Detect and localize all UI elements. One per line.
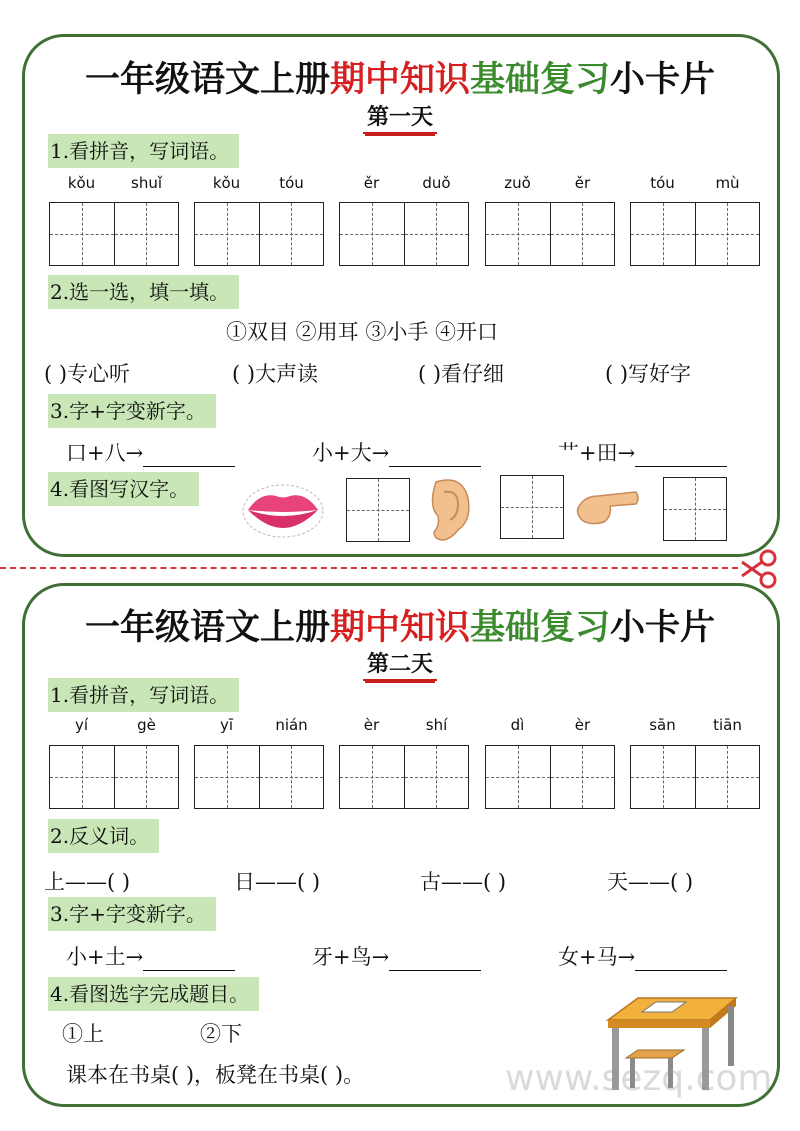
card2-q3-item: 女+马→ — [558, 941, 727, 971]
title-part3: 基础复习 — [470, 60, 611, 100]
writing-grid[interactable] — [485, 202, 615, 266]
pinyin-label: tiān — [713, 716, 742, 734]
card1-q2-item: ( )看仔细 — [418, 362, 505, 386]
pinyin-label: kǒu — [212, 174, 241, 192]
pinyin-label: èr — [574, 716, 591, 734]
writing-cell[interactable] — [195, 203, 260, 265]
pinyin-label: èr — [363, 716, 380, 734]
card2-q2-item: 古——( ) — [420, 870, 507, 894]
ear-picture — [422, 476, 474, 544]
pinyin-label: shuǐ — [131, 174, 162, 192]
day-label: 第一天 — [363, 100, 437, 134]
title-part2: 期中知识 — [329, 60, 470, 100]
card1-q3-item: 口+八→ — [66, 437, 235, 467]
pinyin-label: duǒ — [422, 174, 451, 192]
card1-q2-item: ( )写好字 — [605, 362, 692, 386]
card2-q2-item: 日——( ) — [234, 870, 321, 894]
card2-q4-option: ①上 — [62, 1022, 104, 1046]
pinyin-label: shí — [425, 716, 448, 734]
day-label: 第二天 — [363, 647, 437, 681]
writing-grid[interactable] — [49, 202, 179, 266]
pinyin-label: zuǒ — [504, 174, 531, 192]
writing-cell[interactable] — [115, 203, 179, 265]
card1-q2-item: ( )大声读 — [232, 362, 319, 386]
card1-q3-item: 小+大→ — [312, 437, 481, 467]
writing-cell[interactable] — [631, 203, 696, 265]
card2-q4-option: ②下 — [200, 1022, 242, 1046]
writing-cell[interactable] — [696, 203, 760, 265]
writing-cell[interactable] — [50, 746, 115, 808]
card2-q1-heading: 1.看拼音，写词语。 — [48, 678, 239, 712]
pinyin-label: tóu — [279, 174, 304, 192]
writing-cell[interactable] — [486, 203, 551, 265]
watermark: www.sezq.com — [505, 1058, 773, 1099]
writing-cell[interactable] — [486, 746, 551, 808]
writing-cell[interactable] — [551, 203, 615, 265]
card1-q1-heading: 1.看拼音，写词语。 — [48, 134, 239, 168]
writing-cell[interactable] — [405, 746, 469, 808]
writing-grid[interactable] — [194, 202, 324, 266]
pinyin-label: dì — [510, 716, 525, 734]
card1-q4-heading: 4.看图写汉字。 — [48, 472, 199, 506]
writing-cell[interactable] — [696, 746, 760, 808]
pinyin-label: ěr — [363, 174, 380, 192]
writing-grid[interactable] — [630, 202, 760, 266]
hand-picture — [576, 484, 642, 530]
title-part4: 小卡片 — [610, 60, 716, 100]
writing-cell[interactable] — [551, 746, 615, 808]
writing-cell[interactable] — [631, 746, 696, 808]
pinyin-label: mù — [715, 174, 740, 192]
write-box[interactable] — [346, 478, 410, 542]
writing-grid[interactable] — [49, 745, 179, 809]
card1-q2-options: ①双目 ②用耳 ③小手 ④开口 — [226, 320, 499, 344]
card1-q2-item: ( )专心听 — [44, 362, 131, 386]
card2-title: 一年级语文上册期中知识基础复习小卡片 — [84, 608, 716, 648]
writing-cell[interactable] — [260, 746, 324, 808]
card1-q3-heading: 3.字+字变新字。 — [48, 394, 216, 428]
pinyin-label: yī — [219, 716, 234, 734]
pinyin-label: tóu — [650, 174, 675, 192]
card2-q3-item: 小+土→ — [66, 941, 235, 971]
pinyin-label: sān — [649, 716, 676, 734]
card1-day — [0, 100, 800, 134]
card2-q2-item: 天——( ) — [607, 870, 694, 894]
pinyin-label: yí — [74, 716, 89, 734]
title-part1: 一年级语文上册 — [84, 60, 330, 100]
pinyin-label: kǒu — [67, 174, 96, 192]
cut-line — [0, 567, 738, 569]
write-box[interactable] — [500, 475, 564, 539]
pinyin-label: gè — [137, 716, 156, 734]
pinyin-label: nián — [275, 716, 308, 734]
writing-cell[interactable] — [405, 203, 469, 265]
writing-grid[interactable] — [339, 202, 469, 266]
writing-grid[interactable] — [194, 745, 324, 809]
writing-cell[interactable] — [195, 746, 260, 808]
card1-q2-heading: 2.选一选，填一填。 — [48, 275, 239, 309]
writing-cell[interactable] — [340, 746, 405, 808]
pinyin-label: ěr — [574, 174, 591, 192]
card2-q3-heading: 3.字+字变新字。 — [48, 897, 216, 931]
writing-cell[interactable] — [340, 203, 405, 265]
card2-q2-item: 上——( ) — [44, 870, 131, 894]
writing-grid[interactable] — [339, 745, 469, 809]
lips-picture — [240, 482, 326, 540]
card2-day — [0, 647, 800, 681]
card2-q4-heading: 4.看图选字完成题目。 — [48, 977, 259, 1011]
writing-grid[interactable] — [630, 745, 760, 809]
card2-q2-heading: 2.反义词。 — [48, 819, 159, 853]
writing-grid[interactable] — [485, 745, 615, 809]
card1-q3-item: 艹+田→ — [558, 437, 727, 467]
card2-q4-sentence: 课本在书桌( )，板凳在书桌( )。 — [66, 1063, 365, 1087]
writing-cell[interactable] — [260, 203, 324, 265]
write-box[interactable] — [663, 477, 727, 541]
card1-title — [0, 52, 800, 102]
writing-cell[interactable] — [50, 203, 115, 265]
card2-q3-item: 牙+鸟→ — [312, 941, 481, 971]
writing-cell[interactable] — [115, 746, 179, 808]
